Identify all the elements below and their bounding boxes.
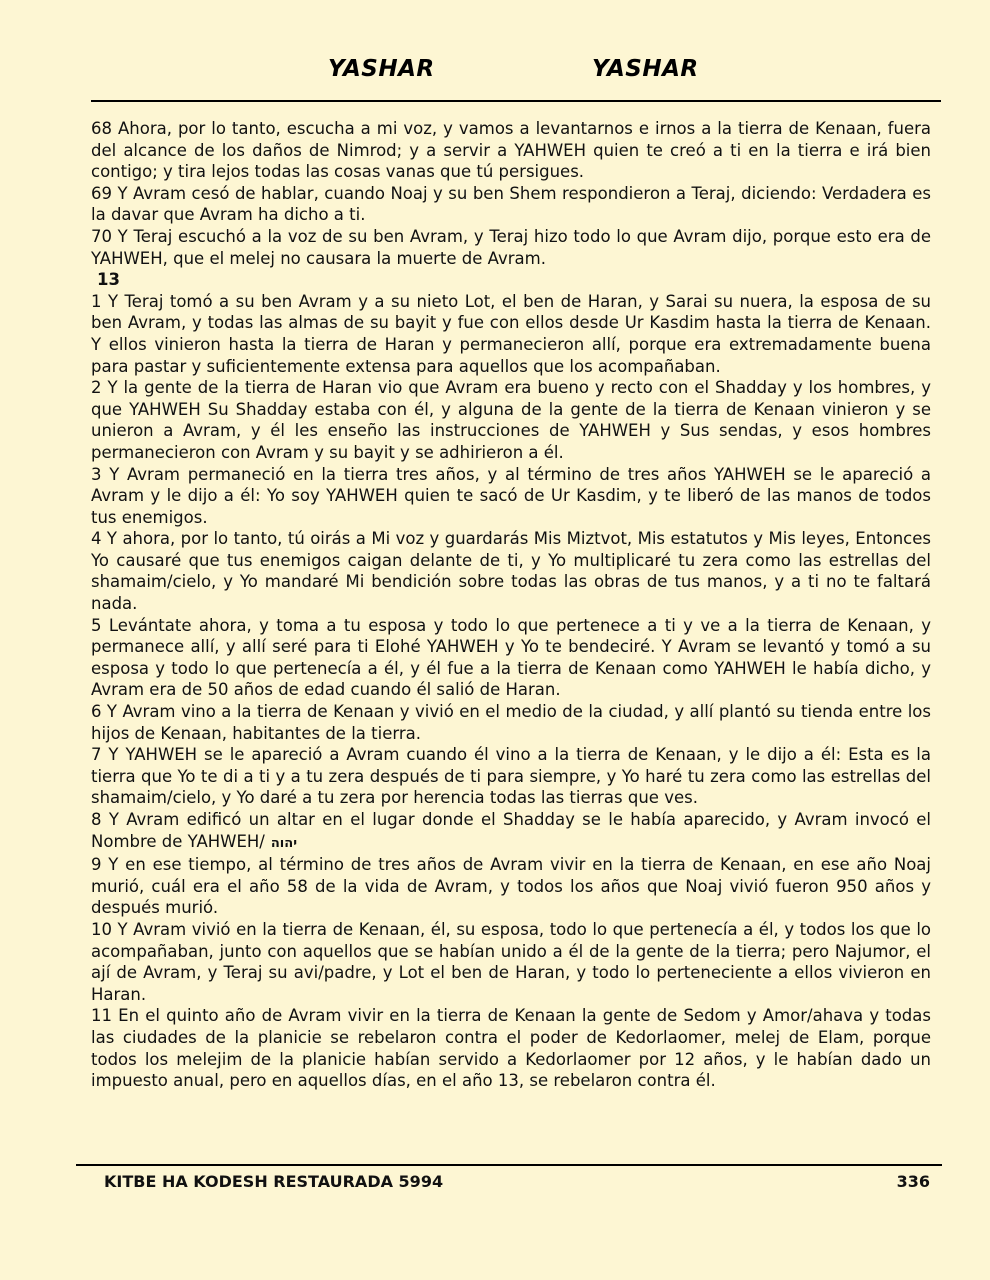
- verse-70: 70 Y Teraj escuchó a la voz de su ben Avram, y Teraj hizo todo lo que Avram dijo, porque esto era de YAHWEH, que el melej no causara la muerte de Avram.: [91, 226, 931, 268]
- verse-3: 3 Y Avram permaneció en la tierra tres años, y al término de tres años YAHWEH se le apareció a Avram y le dijo a él: Yo soy YAHWEH quien te sacó de Ur Kasdim, y te liberó de las manos de todos tus enemigos.: [91, 464, 931, 527]
- page-header: [0, 56, 990, 96]
- verse-6: 6 Y Avram vino a la tierra de Kenaan y vivió en el medio de la ciudad, y allí plantó su tienda entre los hijos de Kenaan, habitantes de la tierra.: [91, 702, 931, 743]
- footer-title: KITBE HA KODESH RESTAURADA 5994: [104, 1172, 444, 1191]
- page-number: 336: [896, 1172, 930, 1191]
- footer-divider: [76, 1164, 942, 1166]
- verse-2: 2 Y la gente de la tierra de Haran vio que Avram era bueno y recto con el Shadday y los hombres, y que YAHWEH Su Shadday estaba con él, y alguna de la gente de la tierra de Kenaan vinieron y se unieron a Avram, y él les enseño las instrucciones de YAHWEH y Sus sendas, y esos hombres permanecieron con Avram y su bayit y se adhirieron a él.: [91, 378, 931, 462]
- verse-4: 4 Y ahora, por lo tanto, tú oirás a Mi voz y guardarás Mis Miztvot, Mis estatutos y Mis leyes, Entonces Yo causaré que tus enemigos caigan delante de ti, y Yo multiplicaré tu zera como las estrellas del shamaim/cielo, y Yo mandaré Mi bendición sobre todas las obras de tus manos, y a ti no te faltará nada.: [91, 529, 931, 614]
- verse-69: 69 Y Avram cesó de hablar, cuando Noaj y su ben Shem respondieron a Teraj, diciendo: Verdadera es la davar que Avram ha dicho a ti.: [91, 183, 931, 225]
- header-title-left: YASHAR: [328, 56, 435, 82]
- header-divider: [91, 100, 941, 102]
- verse-8-text: 8 Y Avram edificó un altar en el lugar donde el Shadday se le había aparecido, y Avram invocó el Nombre de YAHWEH/: [91, 810, 931, 851]
- verse-68: 68 Ahora, por lo tanto, escucha a mi voz, y vamos a levantarnos e irnos a la tierra de Kenaan, fuera del alcance de los daños de Nimrod; y a servir a YAHWEH quien te creó a ti en la tierra e irá bien contigo; y tira lejos todas las cosas vanas que tú persigues.: [91, 119, 931, 182]
- page-body: [91, 118, 931, 1092]
- verse-10: 10 Y Avram vivió en la tierra de Kenaan, él, su esposa, todo lo que pertenecía a él, y todos los que lo acompañaban, junto con aquellos que se habían unido a él de la gente de la tierra; pero Najumor, el ají de Avram, y Teraj su avi/padre, y Lot el ben de Haran, y todo lo perteneciente a ellos vivieron en Haran.: [91, 919, 931, 1004]
- verse-8: [91, 809, 931, 854]
- header-title-right: YASHAR: [592, 56, 699, 82]
- verse-1: 1 Y Teraj tomó a su ben Avram y a su nieto Lot, el ben de Haran, y Sarai su nuera, la esposa de su ben Avram, y todas las almas de su bayit y fue con ellos desde Ur Kasdim hasta la tierra de Kenaan. Y ellos vinieron hasta la tierra de Haran y permanecieron allí, porque era extremadamente buena para pastar y suficientemente extensa para aquellos que los acompañaban.: [91, 291, 931, 376]
- verse-5: 5 Levántate ahora, y toma a tu esposa y todo lo que pertenece a ti y ve a la tierra de Kenaan, y permanece allí, y allí seré para ti Elohé YAHWEH y Yo te bendeciré. Y Avram se levantó y tomó a su esposa y todo lo que pertenecía a él, y él fue a la tierra de Kenaan como YAHWEH le había dicho, y Avram era de 50 años de edad cuando él salió de Haran.: [91, 615, 931, 700]
- verse-7: 7 Y YAHWEH se le apareció a Avram cuando él vino a la tierra de Kenaan, y le dijo a él: Esta es la tierra que Yo te di a ti y a tu zera después de ti para siempre, y Yo haré tu zera como las estrellas del shamaim/cielo, y Yo daré a tu zera por herencia todas las tierras que ves.: [91, 745, 931, 808]
- chapter-number: 13: [97, 270, 120, 290]
- hebrew-divine-name: יהוה: [270, 835, 298, 851]
- verse-11: 11 En el quinto año de Avram vivir en la tierra de Kenaan la gente de Sedom y Amor/ahava y todas las ciudades de la planicie se rebelaron contra el poder de Kedorlaomer, melej de Elam, porque todos los melejim de la planicie habían servido a Kedorlaomer por 12 años, y le habían dado un impuesto anual, pero en aquellos días, en el año 13, se rebelaron contra él.: [91, 1006, 931, 1091]
- verse-9: 9 Y en ese tiempo, al término de tres años de Avram vivir en la tierra de Kenaan, en ese año Noaj murió, cuál era el año 58 de la vida de Avram, y todos los años que Noaj vivió fueron 950 años y después murió.: [91, 855, 931, 918]
